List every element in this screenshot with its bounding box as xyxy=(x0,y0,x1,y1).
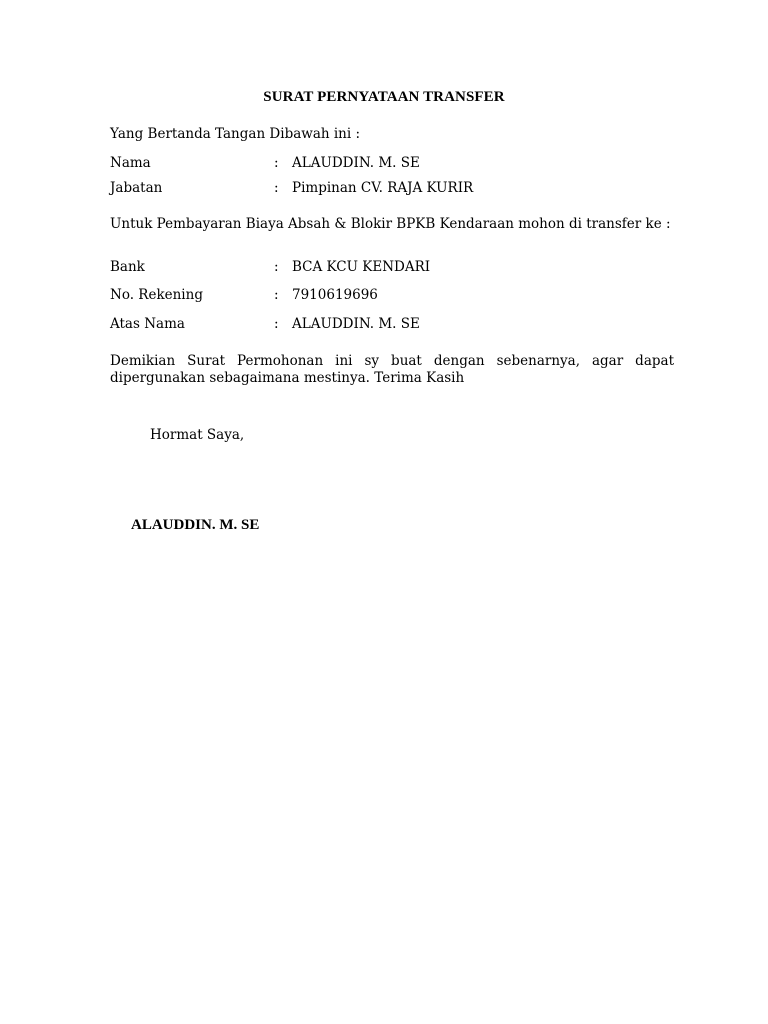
field-label: Atas Nama xyxy=(110,316,185,332)
field-label: No. Rekening xyxy=(110,287,203,303)
field-separator: : xyxy=(274,180,279,196)
field-value: BCA KCU KENDARI xyxy=(292,259,431,275)
field-value: Pimpinan CV. RAJA KURIR xyxy=(292,180,474,196)
field-label: Jabatan xyxy=(110,180,163,196)
closing-paragraph: Demikian Surat Permohonan ini sy buat dengan sebenarnya, agar dapat dipergunakan sebagaimana mestinya. Terima Kasih xyxy=(110,353,674,386)
field-label: Nama xyxy=(110,155,151,171)
intro-line: Yang Bertanda Tangan Dibawah ini : xyxy=(110,126,361,142)
field-separator: : xyxy=(274,259,279,275)
field-separator: : xyxy=(274,316,279,332)
field-separator: : xyxy=(274,287,279,303)
salutation: Hormat Saya, xyxy=(150,427,245,443)
payment-request-paragraph: Untuk Pembayaran Biaya Absah & Blokir BPKB Kendaraan mohon di transfer ke : xyxy=(110,216,671,232)
field-separator: : xyxy=(274,155,279,171)
field-value: ALAUDDIN. M. SE xyxy=(292,155,420,171)
field-label: Bank xyxy=(110,259,145,275)
field-value: 7910619696 xyxy=(292,287,378,303)
field-value: ALAUDDIN. M. SE xyxy=(292,316,420,332)
document-title: SURAT PERNYATAAN TRANSFER xyxy=(263,89,505,105)
signer-name: ALAUDDIN. M. SE xyxy=(131,517,260,533)
